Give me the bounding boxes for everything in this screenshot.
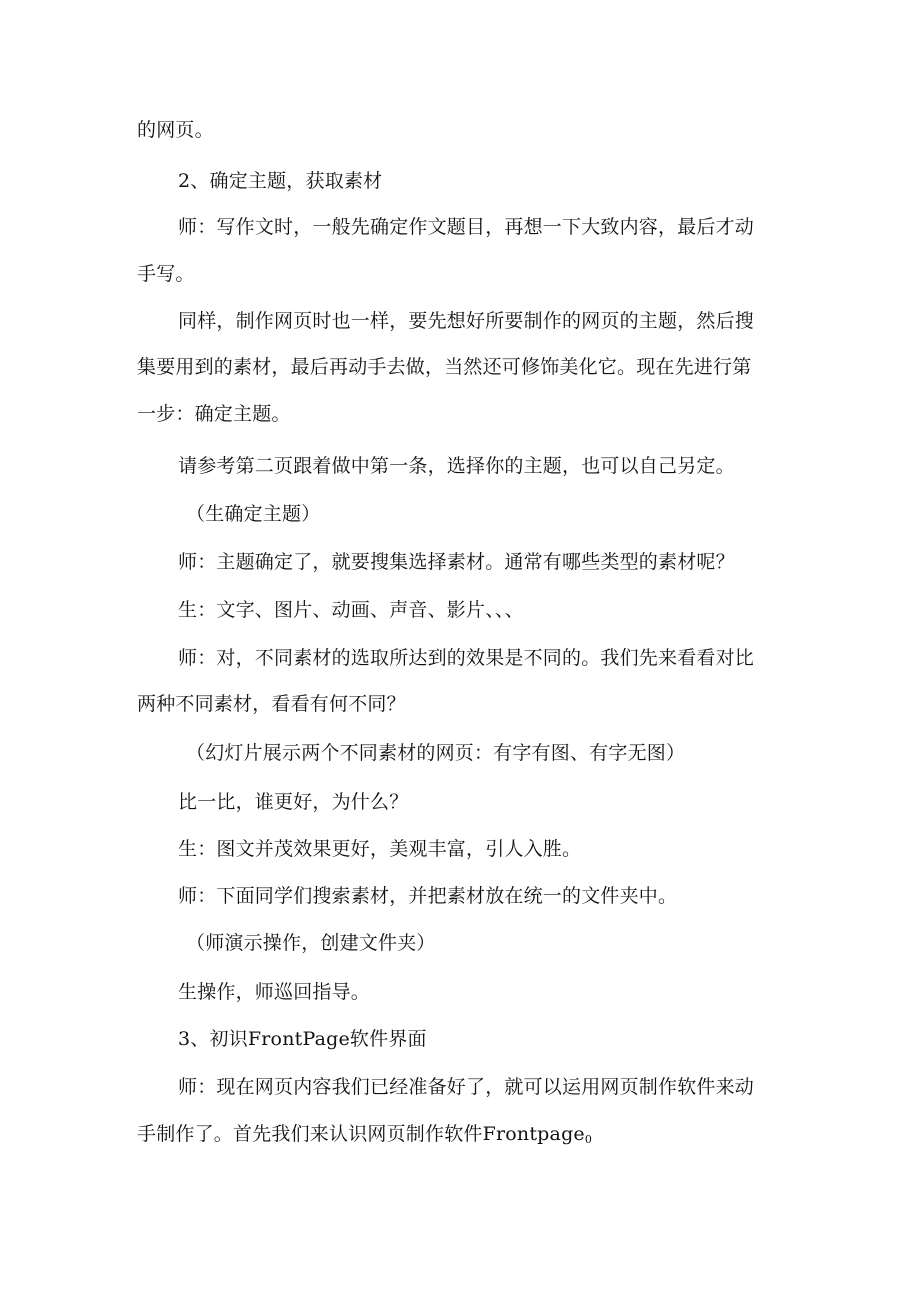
- paragraph-line-8: 请参考第二页跟着做中第一条，选择你的主题，也可以自己另定。: [178, 455, 735, 477]
- paragraph-line-22-text: 手制作了。首先我们来认识网页制作软件Frontpage: [137, 1123, 585, 1145]
- paragraph-line-11: 生：文字、图片、动画、声音、影片、、、: [178, 599, 524, 621]
- trailing-subscript: 0: [584, 1133, 593, 1146]
- paragraph-line-3: 师：写作文时，一般先确定作文题目，再想一下大致内容，最后才动: [178, 216, 755, 238]
- paragraph-line-18: （师演示操作，创建文件夹）: [186, 932, 436, 954]
- paragraph-line-13: 两种不同素材，看看有何不同？: [137, 693, 406, 715]
- paragraph-line-19: 生操作，师巡回指导。: [178, 981, 371, 1003]
- paragraph-line-9: （生确定主题）: [186, 503, 321, 525]
- paragraph-line-15: 比一比，谁更好，为什么？: [178, 791, 409, 813]
- paragraph-line-17: 师：下面同学们搜索素材，并把素材放在统一的文件夹中。: [178, 885, 678, 907]
- paragraph-line-6: 集要用到的素材，最后再动手去做，当然还可修饰美化它。现在先进行第: [137, 356, 752, 378]
- paragraph-line-7: 一步：确定主题。: [137, 403, 291, 425]
- paragraph-line-5: 同样，制作网页时也一样，要先想好所要制作的网页的主题，然后搜: [178, 310, 755, 332]
- paragraph-line-22: [137, 1121, 787, 1153]
- paragraph-line-1: 的网页。: [137, 119, 214, 141]
- paragraph-line-16: 生：图文并茂效果更好，美观丰富，引人入胜。: [178, 838, 582, 860]
- paragraph-line-14: （幻灯片展示两个不同素材的网页：有字有图、有字无图）: [186, 742, 686, 764]
- paragraph-line-21: 师：现在网页内容我们已经准备好了，就可以运用网页制作软件来动: [178, 1076, 755, 1098]
- section-heading-2: 2、确定主题，获取素材: [178, 170, 383, 192]
- section-heading-3: 3、初识FrontPage软件界面: [178, 1028, 427, 1050]
- paragraph-line-12: 师：对，不同素材的选取所达到的效果是不同的。我们先来看看对比: [178, 647, 755, 669]
- paragraph-line-10: 师：主题确定了，就要搜集选择素材。通常有哪些类型的素材呢？: [178, 551, 735, 573]
- paragraph-line-4: 手写。: [137, 263, 195, 285]
